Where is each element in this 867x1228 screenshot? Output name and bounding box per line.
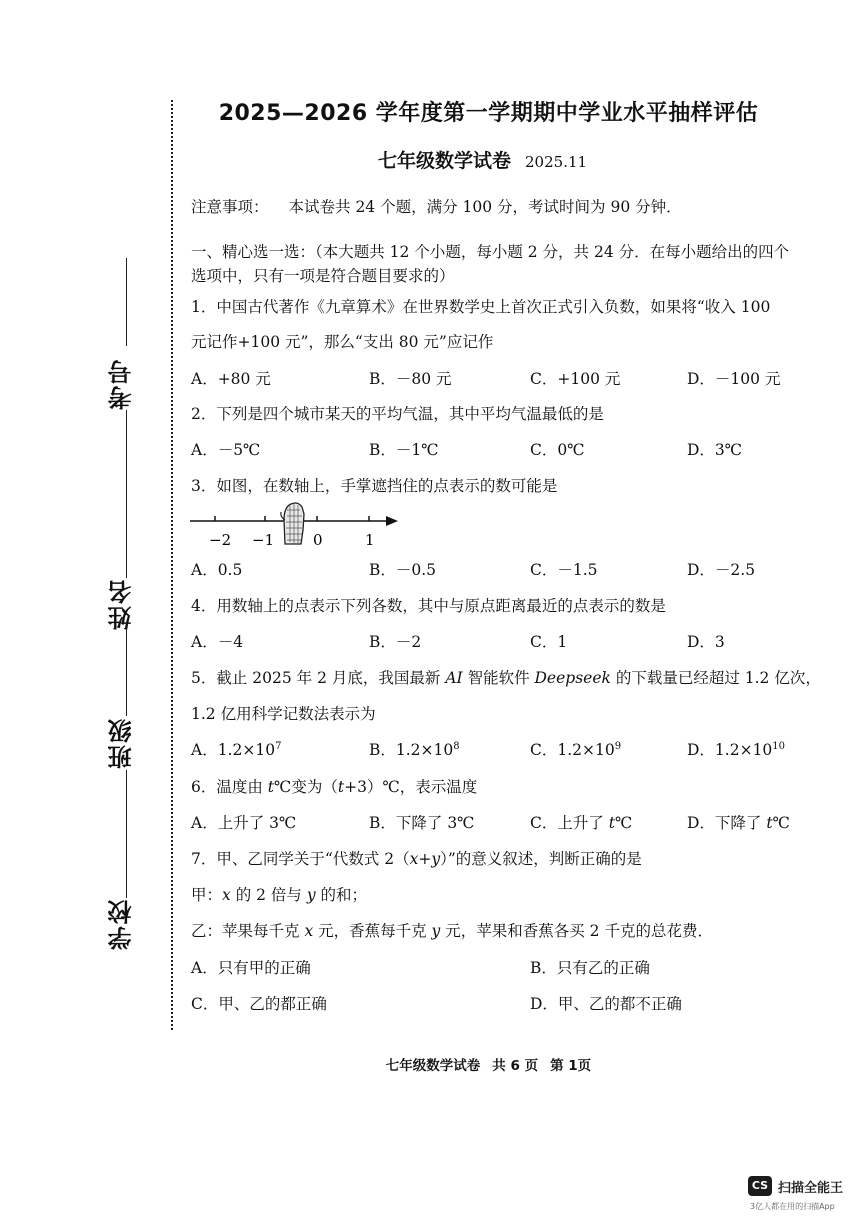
footer-total-pages: 共 6 页 bbox=[492, 1058, 539, 1074]
q7-option-b: B．只有乙的正确 bbox=[530, 959, 650, 977]
section1-instructions-line1: 一、精心选一选：（本大题共 12 个小题，每小题 2 分，共 24 分．在每小题给出的四个 bbox=[191, 243, 790, 261]
watermark-tagline: 3亿人都在用的扫描App bbox=[750, 1202, 835, 1211]
school-blank bbox=[126, 770, 127, 898]
q5-option-a: A．$1.2\times 10^7$ bbox=[191, 740, 282, 759]
camscanner-logo-icon: CS bbox=[748, 1176, 772, 1196]
name-blank bbox=[126, 410, 127, 578]
q5-option-d: D．$1.2\times 10^{10}$ bbox=[687, 740, 786, 759]
exam-date: 2025.11 bbox=[525, 153, 588, 171]
q2-option-a: A．－5℃ bbox=[191, 441, 261, 459]
section1-instructions-line2: 选项中，只有一项是符合题目要求的） bbox=[191, 267, 455, 285]
q3-option-b: B．－0.5 bbox=[369, 561, 437, 579]
notice-label: 注意事项： bbox=[191, 198, 269, 216]
class-label: 班级 bbox=[108, 717, 136, 769]
page-footer bbox=[0, 1054, 867, 1074]
class-blank bbox=[126, 630, 127, 716]
q5-stem-line2: 1.2 亿用科学记数法表示为 bbox=[191, 705, 376, 723]
q1-option-a: A．+80 元 bbox=[191, 370, 271, 388]
q4-option-b: B．－2 bbox=[369, 633, 422, 651]
q2-option-d: D．3℃ bbox=[687, 441, 743, 459]
q7-jia-statement: 甲：x 的 2 倍与 y 的和； bbox=[191, 886, 368, 904]
q1-option-d: D．－100 元 bbox=[687, 370, 781, 388]
q5-stem-line1 bbox=[191, 666, 821, 688]
binding-dotted-line bbox=[171, 100, 173, 1030]
exam-no-blank bbox=[126, 258, 127, 346]
exam-no-label: 考号 bbox=[108, 358, 136, 410]
notice-line bbox=[191, 195, 682, 217]
q7-yi-statement: 乙：苹果每千克 x 元，香蕉每千克 y 元，苹果和香蕉各买 2 千克的总花费． bbox=[191, 922, 713, 940]
q6-option-b: B．下降了 3℃ bbox=[369, 814, 475, 832]
q6-option-a: A．上升了 3℃ bbox=[191, 814, 297, 832]
q1-stem-line2: 元记作+100 元”，那么“支出 80 元”应记作 bbox=[191, 333, 494, 351]
name-label: 姓名 bbox=[108, 578, 136, 630]
q7-option-a: A．只有甲的正确 bbox=[191, 959, 311, 977]
axis-label-0: 0 bbox=[313, 531, 323, 549]
q7-stem: 7．甲、乙同学关于“代数式 2（x+y）”的意义叙述，判断正确的是 bbox=[191, 850, 642, 868]
q6-stem: 6．温度由 t℃变为（t+3）℃，表示温度 bbox=[191, 778, 478, 796]
q4-option-d: D．3 bbox=[687, 633, 725, 651]
q4-option-c: C．1 bbox=[530, 633, 568, 651]
q2-option-b: B．－1℃ bbox=[369, 441, 439, 459]
q4-stem: 4．用数轴上的点表示下列各数，其中与原点距离最近的点表示的数是 bbox=[191, 597, 666, 615]
hand-icon bbox=[281, 503, 304, 544]
q5-option-c: C．$1.2\times 10^9$ bbox=[530, 740, 622, 759]
notice-text: 本试卷共 24 个题，满分 100 分，考试时间为 90 分钟． bbox=[288, 198, 682, 216]
q6-option-d: D．下降了 t℃ bbox=[687, 814, 790, 832]
number-line-figure bbox=[186, 500, 406, 552]
q1-option-c: C．+100 元 bbox=[530, 370, 621, 388]
axis-label-1: 1 bbox=[365, 531, 375, 549]
q3-option-a: A．0.5 bbox=[191, 561, 243, 579]
q4-option-a: A．－4 bbox=[191, 633, 244, 651]
number-line-arrow bbox=[386, 516, 398, 526]
footer-page-number: 第 1页 bbox=[550, 1058, 592, 1074]
axis-label-minus-2: −2 bbox=[209, 531, 232, 549]
q5-text-a: 5．截止 2025 年 2 月底，我国最新 bbox=[191, 669, 446, 687]
q1-stem-line1: 1．中国古代著作《九章算术》在世界数学史上首次正式引入负数，如果将“收入 100 bbox=[191, 298, 771, 316]
q3-option-d: D．－2.5 bbox=[687, 561, 756, 579]
q5-deepseek: Deepseek bbox=[534, 669, 611, 687]
q5-text-b: 智能软件 bbox=[462, 669, 535, 687]
subject-name: 七年级数学试卷 bbox=[378, 150, 512, 172]
q7-option-d: D．甲、乙的都不正确 bbox=[530, 995, 682, 1013]
q6-option-c: C．上升了 t℃ bbox=[530, 814, 633, 832]
footer-paper-name: 七年级数学试卷 bbox=[385, 1058, 481, 1074]
q3-option-c: C．－1.5 bbox=[530, 561, 598, 579]
q5-ai: AI bbox=[445, 669, 463, 687]
school-label: 学校 bbox=[108, 898, 136, 950]
axis-label-minus-1: −1 bbox=[252, 531, 275, 549]
q5-option-b: B．$1.2\times 10^8$ bbox=[369, 740, 460, 759]
q2-option-c: C．0℃ bbox=[530, 441, 585, 459]
q1-option-b: B．－80 元 bbox=[369, 370, 452, 388]
q3-stem: 3．如图，在数轴上，手掌遮挡住的点表示的数可能是 bbox=[191, 477, 558, 495]
q7-option-c: C．甲、乙的都正确 bbox=[191, 995, 327, 1013]
watermark-app-name: 扫描全能王 bbox=[778, 1181, 844, 1196]
q2-stem: 2．下列是四个城市某天的平均气温，其中平均气温最低的是 bbox=[191, 405, 604, 423]
exam-title: 2025—2026 学年度第一学期期中学业水平抽样评估 bbox=[218, 101, 759, 126]
exam-subtitle bbox=[378, 146, 587, 173]
q5-text-c: 的下载量已经超过 1.2 亿次， bbox=[610, 669, 821, 687]
